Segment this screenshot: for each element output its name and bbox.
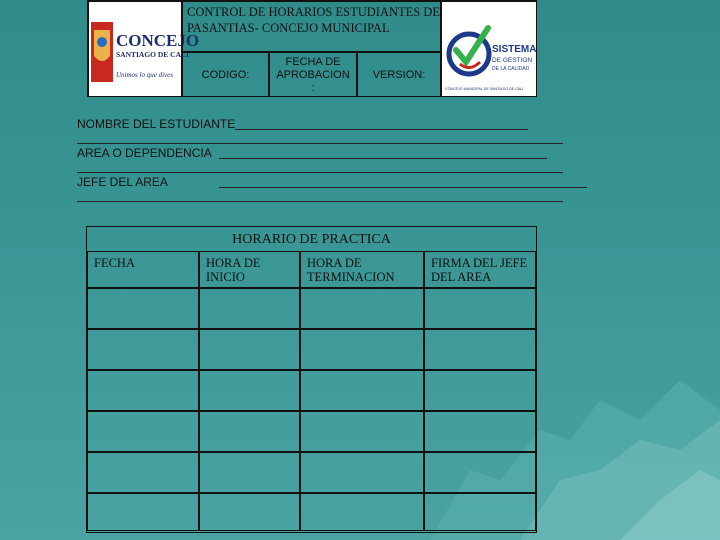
schedule-table: [86, 226, 537, 533]
schedule-cell[interactable]: [424, 411, 536, 452]
col-hora-terminacion: HORA DE TERMINACION: [300, 251, 424, 288]
svg-text:DE LA CALIDAD: DE LA CALIDAD: [492, 66, 530, 72]
svg-text:CONCEJO: CONCEJO: [116, 31, 200, 50]
schedule-cell[interactable]: [424, 493, 536, 531]
schedule-cell[interactable]: [300, 370, 424, 411]
title-cell: [182, 1, 441, 52]
schedule-cell[interactable]: [300, 329, 424, 370]
student-name-line-2[interactable]: [77, 143, 563, 144]
jefe-line-2[interactable]: [77, 201, 563, 202]
schedule-cell[interactable]: [199, 411, 300, 452]
svg-text:DE GESTION: DE GESTION: [492, 57, 533, 64]
version-cell: [357, 52, 441, 97]
concejo-logo: [88, 1, 200, 97]
codigo-label: CODIGO:: [201, 69, 250, 81]
svg-text:CONCEJO MUNICIPAL DE SANTIAGO: CONCEJO MUNICIPAL DE SANTIAGO DE CALI: [445, 87, 524, 91]
header-table: [87, 0, 537, 97]
schedule-cell[interactable]: [300, 452, 424, 493]
sistema-gestion-logo: [441, 1, 537, 97]
schedule-cell[interactable]: [87, 329, 199, 370]
schedule-cell[interactable]: [199, 493, 300, 531]
schedule-cell[interactable]: [87, 370, 199, 411]
area-line-2[interactable]: [77, 172, 563, 173]
svg-text:SISTEMA: SISTEMA: [492, 44, 537, 55]
schedule-title: HORARIO DE PRACTICA: [232, 232, 391, 247]
schedule-cell[interactable]: [199, 329, 300, 370]
schedule-cell[interactable]: [424, 452, 536, 493]
fecha-aprobacion-cell: [269, 52, 357, 97]
version-label: VERSION:: [372, 69, 426, 81]
jefe-label: JEFE DEL AREA: [77, 175, 168, 189]
student-name-label: NOMBRE DEL ESTUDIANTE: [77, 117, 236, 131]
col-firma-jefe: FIRMA DEL JEFE DEL AREA: [424, 251, 536, 288]
area-line[interactable]: [219, 158, 547, 159]
student-name-line[interactable]: [235, 129, 528, 130]
schedule-cell[interactable]: [87, 493, 199, 531]
schedule-cell[interactable]: [199, 452, 300, 493]
area-label: AREA O DEPENDENCIA: [77, 146, 212, 160]
jefe-line[interactable]: [219, 187, 587, 188]
schedule-cell[interactable]: [87, 288, 199, 329]
svg-text:Unimos lo que dives: Unimos lo que dives: [116, 71, 173, 79]
schedule-cell[interactable]: [424, 370, 536, 411]
schedule-cell[interactable]: [87, 452, 199, 493]
schedule-cell[interactable]: [424, 329, 536, 370]
col-hora-inicio: HORA DE INICIO: [199, 251, 300, 288]
schedule-cell[interactable]: [424, 288, 536, 329]
form-title: CONTROL DE HORARIOS ESTUDIANTES DE PASANTIAS- CONCEJO MUNICIPAL: [187, 5, 441, 35]
schedule-cell[interactable]: [87, 411, 199, 452]
schedule-cell[interactable]: [199, 288, 300, 329]
codigo-cell: [182, 52, 269, 97]
schedule-cell[interactable]: [199, 370, 300, 411]
schedule-cell[interactable]: [300, 288, 424, 329]
svg-text:SANTIAGO DE CALI: SANTIAGO DE CALI: [116, 50, 189, 59]
col-fecha: FECHA: [87, 251, 199, 288]
schedule-cell[interactable]: [300, 411, 424, 452]
schedule-cell[interactable]: [300, 493, 424, 531]
fecha-aprobacion-label: FECHA DE APROBACION :: [276, 56, 350, 94]
